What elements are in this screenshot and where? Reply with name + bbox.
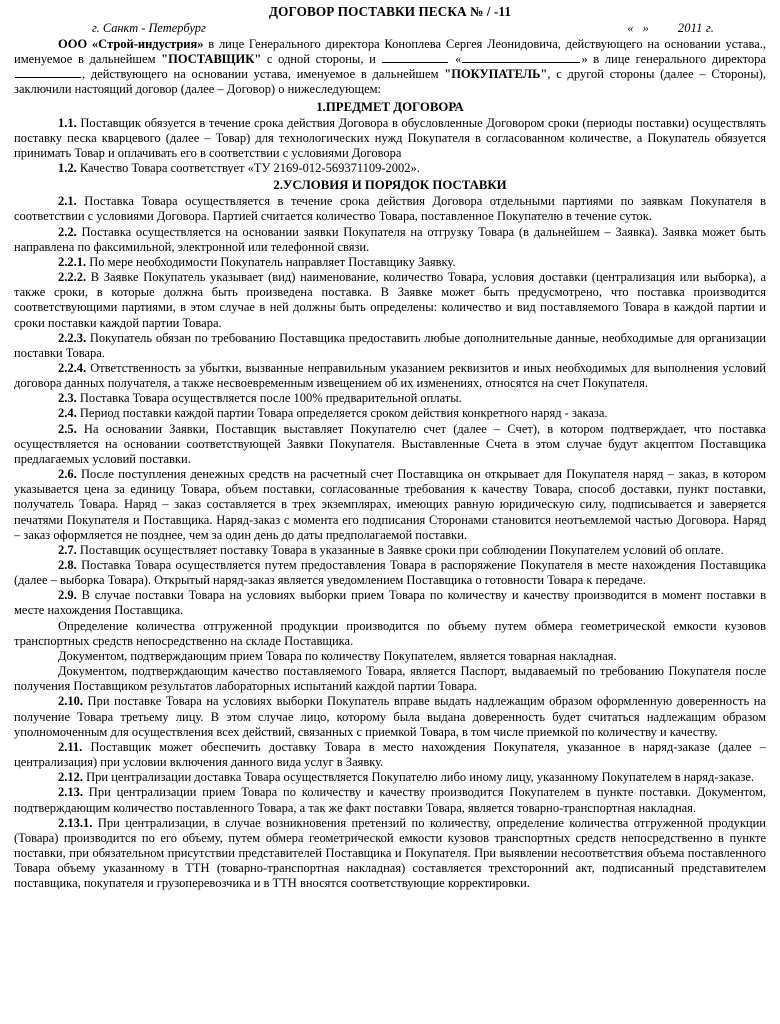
- preamble-text-1: в лице Генерального директора Коноплева Сергея Леонидовича, действующего на основании устава., именуемое в дальнейшем: [14, 37, 766, 67]
- clause-text: Ответственность за убытки, вызванные неправильным указанием реквизитов и иных необходимых для выполнения условий договора данных получателя, а также несвоевременным извещением об их изменениях, относятся на счет Покупателя.: [14, 360, 766, 391]
- section-heading-1: 1.ПРЕДМЕТ ДОГОВОРА: [316, 99, 464, 114]
- clause-number: 2.2.3.: [58, 330, 87, 345]
- clause-number: 2.5.: [58, 421, 77, 436]
- preamble-quote-close: » в лице генерального директора: [581, 52, 766, 67]
- clause-2-5: [14, 422, 766, 467]
- clause-text: Определение количества отгруженной продукции производится по объему путем обмера геометрической емкости кузовов транспортных средств непосредственно на складе Поставщика.: [14, 618, 766, 648]
- clause-2-2-1: [14, 255, 766, 270]
- section-heading-2: 2.УСЛОВИЯ И ПОРЯДОК ПОСТАВКИ: [273, 178, 507, 193]
- clause-number: 2.2.: [58, 224, 77, 239]
- preamble-quote-open: «: [449, 52, 462, 67]
- clause-number: 2.13.: [58, 785, 83, 800]
- clause-number: 2.12.: [58, 770, 83, 785]
- date-year: 2011 г.: [677, 21, 714, 35]
- clause-2-10: [14, 694, 766, 739]
- clause-text: При централизации, в случае возникновения претензий по количеству, определение количества отгруженной продукции (Товара) производится по его объему, путем обмера геометрической емкости кузовов транспортных средств непосредственно в пункте поставки, при обязательном присутствии представителей Поставщика и Покупателя. При выявлении несоответствия объема поставленного Товара объему указанному в ТТН (товарно-транспортная накладная) составляется трехсторонний акт, подписанный представителем поставщика, покупателя и грузоперевозчика и в ТТН вносятся соответствующие корректировки.: [14, 815, 766, 891]
- clause-text: Поставщик обязуется в течение срока действия Договора в обусловленные Договором сроки (периоды поставки) осуществлять поставку песка кварцевого (далее – Товар) для технологических нужд Покупателя в согласованном количестве, а Покупатель обязуется принимать Товар и оплачивать его в соответствии с условиями Договора: [14, 115, 766, 160]
- clause-2-2-3: [14, 331, 766, 361]
- buyer-company-name-blank[interactable]: [462, 52, 580, 63]
- clause-number: 2.13.1.: [58, 815, 93, 830]
- clause-2-7: [14, 543, 766, 558]
- preamble-text-4: , с другой стороны (далее – Стороны), заключили настоящий договор (далее – Договор) о нижеследующем:: [14, 67, 767, 97]
- clause-number: 2.4.: [58, 406, 77, 421]
- clause-2-3: [14, 391, 766, 406]
- clause-2-2-4: [14, 361, 766, 391]
- clause-text: Поставка осуществляется на основании заявки Покупателя на отгрузку Товара (в дальнейшем – Заявка). Заявка может быть направлена по факсимильной, электронной или телефонной связи.: [14, 224, 766, 254]
- clause-text: Поставщик может обеспечить доставку Товара в место нахождения Покупателя, указанное в наряд-заказе (далее – централизация) при условии включения данного вида услуг в Заявку.: [14, 739, 766, 770]
- preamble-text-3: , действующего на основании устава, именуемое в дальнейшем: [82, 67, 445, 82]
- clause-number: 2.2.1.: [58, 254, 87, 269]
- clause-number: 2.2.2.: [58, 270, 87, 285]
- clause-number: 2.2.4.: [58, 360, 87, 375]
- clause-2-2: [14, 225, 766, 255]
- clause-text: При поставке Товара на условиях выборки Покупатель вправе выдать надлежащим образом оформленную доверенность на получение Товара третьему лицу. В этом случае лицо, которому была выдана доверенность будет считаться надлежащим образом уполномоченным для осуществления всех действий, связанных с приемкой Товара, в том числе приемкой по количеству и качеству.: [14, 694, 766, 739]
- clause-text: Поставка Товара осуществляется путем предоставления Товара в распоряжение Покупателя в месте нахождения Поставщика (далее – выборка Товара). Открытый наряд-заказ является уведомлением Поставщика о готовности Товара к передаче.: [14, 558, 766, 588]
- paragraph-quality-document: [14, 664, 766, 694]
- paragraph-quantity-document: [14, 649, 766, 664]
- city-label: г. Санкт - Петербург: [92, 21, 206, 35]
- paragraph-volume-determination: [14, 619, 766, 649]
- clause-2-12: [14, 770, 766, 785]
- buyer-entity-type-blank[interactable]: [382, 52, 448, 63]
- clause-2-2-2: [14, 270, 766, 331]
- document-meta-row: [14, 21, 766, 36]
- clause-2-13-1: [14, 816, 766, 892]
- clause-text: Поставка Товара осуществляется в течение срока действия Договора отдельными партиями по заявкам Покупателя в соответствии с условиями Договора. Партией считается количество Товара, поставленное Покупателю в течение суток.: [14, 194, 766, 224]
- clause-text: После поступления денежных средств на расчетный счет Поставщика он открывает для Покупателя наряд – заказ, в котором указывается цена за единицу Товара, объем поставки, согласованные требования к качеству Товара, способ доставки, пункт поставки, получатель Товара. Наряд – заказ составляется в трех экземплярах, имеющих равную юридическую силу, подписывается и заверяется печатями Покупателя и Поставщика. Наряд-заказ с момента его подписания Сторонами становится неотъемлемой частью Договора. Наряд – заказ оформляется не позднее, чем за один день до даты предполагаемой поставки.: [14, 467, 766, 542]
- clause-text: Покупатель обязан по требованию Поставщика предоставить любые дополнительные данные, необходимые для организации поставки Товара.: [14, 330, 766, 360]
- clause-text: В случае поставки Товара на условиях выборки прием Товара по количеству и качеству производится в момент поставки в месте нахождения Поставщика.: [14, 588, 766, 618]
- clause-text: Документом, подтверждающим прием Товара по количеству Покупателем, является товарная накладная.: [58, 648, 617, 663]
- buyer-term: "ПОКУПАТЕЛЬ": [444, 67, 548, 82]
- document-title: ДОГОВОР ПОСТАВКИ ПЕСКА № / -11: [268, 4, 512, 19]
- supplier-company-name: ООО «Строй-индустрия»: [58, 37, 204, 51]
- clause-text: При централизации прием Товара по количеству и качеству производится Покупателем в пункте поставки. Документом, подтверждающим количество поставленного Товара, а так же факт поставки Товара, является товарно-транспортная накладная.: [14, 785, 766, 815]
- clause-text: Документом, подтверждающим качество поставляемого Товара, является Паспорт, выдаваемый по требованию Покупателя после получения Поставщиком результатов лабораторных испытаний каждой партии Товара.: [14, 664, 766, 694]
- clause-text: Период поставки каждой партии Товара определяется сроком действия конкретного наряд - заказа.: [76, 406, 608, 421]
- clause-number: 1.1.: [58, 115, 77, 130]
- clause-1-1: [14, 116, 766, 161]
- date-label: [627, 21, 714, 36]
- clause-number: 2.9.: [58, 588, 77, 603]
- clause-2-13: [14, 785, 766, 815]
- clause-2-6: [14, 467, 766, 543]
- buyer-director-name-blank[interactable]: [15, 67, 81, 78]
- clause-text: При централизации доставка Товара осуществляется Покупателю либо иному лицу, указанному Покупателем в наряд-заказе.: [83, 770, 755, 785]
- clause-number: 2.7.: [58, 542, 77, 557]
- clause-number: 2.10.: [58, 694, 83, 709]
- clause-number: 2.11.: [58, 739, 83, 754]
- clause-1-2: [14, 161, 766, 176]
- clause-text: В Заявке Покупатель указывает (вид) наименование, количество Товара, условия доставки (централизация или выборка), а также сроки, в которые должна быть произведена поставка. В Заявке может быть предусмотрено, что поставка производится соответствующими партиями, в этом случае в ней должны быть определены: количество и вид поставляемого Товара в каждой партии и сроки поставки каждой партии Товара.: [14, 270, 766, 330]
- supplier-term: "ПОСТАВЩИК": [161, 52, 262, 67]
- clause-2-9: [14, 588, 766, 618]
- clause-text: На основании Заявки, Поставщик выставляет Покупателю счет (далее – Счет), в котором подтверждает, что поставка осуществляется на основании соответствующей Заявки Покупателя. Выставленные Счета в этом случае будут акцептом Поставщика предлагаемых условий поставки.: [14, 421, 766, 466]
- clause-2-11: [14, 740, 766, 770]
- clause-text: По мере необходимости Покупатель направляет Поставщику Заявку.: [86, 254, 456, 269]
- clause-2-8: [14, 558, 766, 588]
- date-quotes: « »: [627, 21, 652, 35]
- clause-2-1: [14, 194, 766, 224]
- clause-text: Поставка Товара осуществляется после 100% предварительной оплаты.: [76, 391, 462, 406]
- clause-number: 2.6.: [58, 467, 77, 482]
- preamble-text-2: с одной стороны, и: [261, 52, 382, 67]
- clause-text: Качество Товара соответствует «ТУ 2169-012-569371109-2002».: [76, 161, 420, 176]
- clause-2-4: [14, 406, 766, 421]
- clause-number: 2.3.: [58, 391, 77, 406]
- clause-number: 2.1.: [58, 194, 77, 209]
- clause-number: 1.2.: [58, 161, 77, 176]
- clause-text: Поставщик осуществляет поставку Товара в указанные в Заявке сроки при соблюдении Покупателем условий об оплате.: [76, 542, 724, 557]
- clause-number: 2.8.: [58, 558, 77, 572]
- preamble-paragraph: [14, 37, 766, 98]
